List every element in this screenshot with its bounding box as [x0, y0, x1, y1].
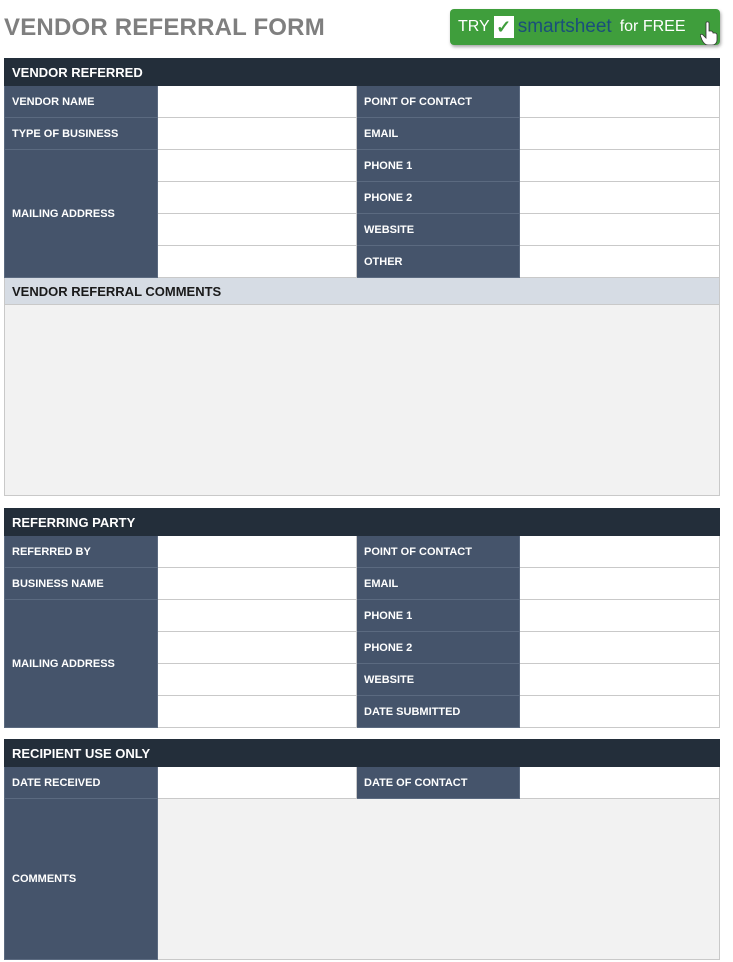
- date-submitted-field[interactable]: [520, 696, 720, 728]
- referring-mailing-address-line-2[interactable]: [158, 632, 357, 664]
- vendor-website-field[interactable]: [520, 214, 720, 246]
- referring-party-table: [4, 508, 720, 728]
- referring-mailing-address-line-1[interactable]: [158, 600, 357, 632]
- vendor-website-label: WEBSITE: [357, 214, 520, 246]
- promo-brand-label: smartsheet: [517, 16, 612, 37]
- date-received-field[interactable]: [158, 767, 357, 799]
- business-name-label: BUSINESS NAME: [5, 568, 158, 600]
- vendor-name-field[interactable]: [158, 86, 357, 118]
- vendor-email-label: EMAIL: [357, 118, 520, 150]
- vendor-referral-comments-field[interactable]: [5, 305, 720, 496]
- promo-free-label: for FREE: [619, 18, 686, 35]
- referring-website-field[interactable]: [520, 664, 720, 696]
- referring-phone-1-field[interactable]: [520, 600, 720, 632]
- referring-mailing-address-line-4[interactable]: [158, 696, 357, 728]
- referring-point-of-contact-field[interactable]: [520, 536, 720, 568]
- vendor-mailing-address-line-1[interactable]: [158, 150, 357, 182]
- promo-try-label: TRY: [458, 18, 490, 35]
- vendor-point-of-contact-field[interactable]: [520, 86, 720, 118]
- smartsheet-check-icon: ✓: [494, 16, 514, 38]
- vendor-email-field[interactable]: [520, 118, 720, 150]
- vendor-mailing-address-label: MAILING ADDRESS: [5, 150, 158, 278]
- referring-party-header: REFERRING PARTY: [5, 509, 720, 536]
- recipient-comments-field[interactable]: [158, 799, 720, 960]
- referring-phone-1-label: PHONE 1: [357, 600, 520, 632]
- date-of-contact-label: DATE OF CONTACT: [357, 767, 520, 799]
- vendor-referral-comments-header: VENDOR REFERRAL COMMENTS: [5, 278, 720, 305]
- vendor-name-label: VENDOR NAME: [5, 86, 158, 118]
- referring-email-field[interactable]: [520, 568, 720, 600]
- referring-email-label: EMAIL: [357, 568, 520, 600]
- vendor-mailing-address-line-2[interactable]: [158, 182, 357, 214]
- referring-phone-2-field[interactable]: [520, 632, 720, 664]
- pointer-hand-icon: [700, 21, 718, 45]
- referred-by-label: REFERRED BY: [5, 536, 158, 568]
- date-submitted-label: DATE SUBMITTED: [357, 696, 520, 728]
- date-of-contact-field[interactable]: [520, 767, 720, 799]
- vendor-other-field[interactable]: [520, 246, 720, 278]
- referring-point-of-contact-label: POINT OF CONTACT: [357, 536, 520, 568]
- referred-by-field[interactable]: [158, 536, 357, 568]
- type-of-business-field[interactable]: [158, 118, 357, 150]
- vendor-referred-table: [4, 58, 720, 496]
- vendor-point-of-contact-label: POINT OF CONTACT: [357, 86, 520, 118]
- type-of-business-label: TYPE OF BUSINESS: [5, 118, 158, 150]
- vendor-phone-2-label: PHONE 2: [357, 182, 520, 214]
- vendor-phone-2-field[interactable]: [520, 182, 720, 214]
- vendor-phone-1-label: PHONE 1: [357, 150, 520, 182]
- page-title: VENDOR REFERRAL FORM: [4, 14, 325, 41]
- referring-website-label: WEBSITE: [357, 664, 520, 696]
- referring-phone-2-label: PHONE 2: [357, 632, 520, 664]
- vendor-other-label: OTHER: [357, 246, 520, 278]
- vendor-phone-1-field[interactable]: [520, 150, 720, 182]
- referring-mailing-address-label: MAILING ADDRESS: [5, 600, 158, 728]
- try-smartsheet-button[interactable]: [450, 9, 720, 45]
- referring-mailing-address-line-3[interactable]: [158, 664, 357, 696]
- business-name-field[interactable]: [158, 568, 357, 600]
- date-received-label: DATE RECEIVED: [5, 767, 158, 799]
- vendor-referred-header: VENDOR REFERRED: [5, 59, 720, 86]
- vendor-mailing-address-line-4[interactable]: [158, 246, 357, 278]
- recipient-use-only-header: RECIPIENT USE ONLY: [5, 740, 720, 767]
- recipient-comments-label: COMMENTS: [5, 799, 158, 960]
- vendor-mailing-address-line-3[interactable]: [158, 214, 357, 246]
- recipient-use-only-table: [4, 739, 720, 960]
